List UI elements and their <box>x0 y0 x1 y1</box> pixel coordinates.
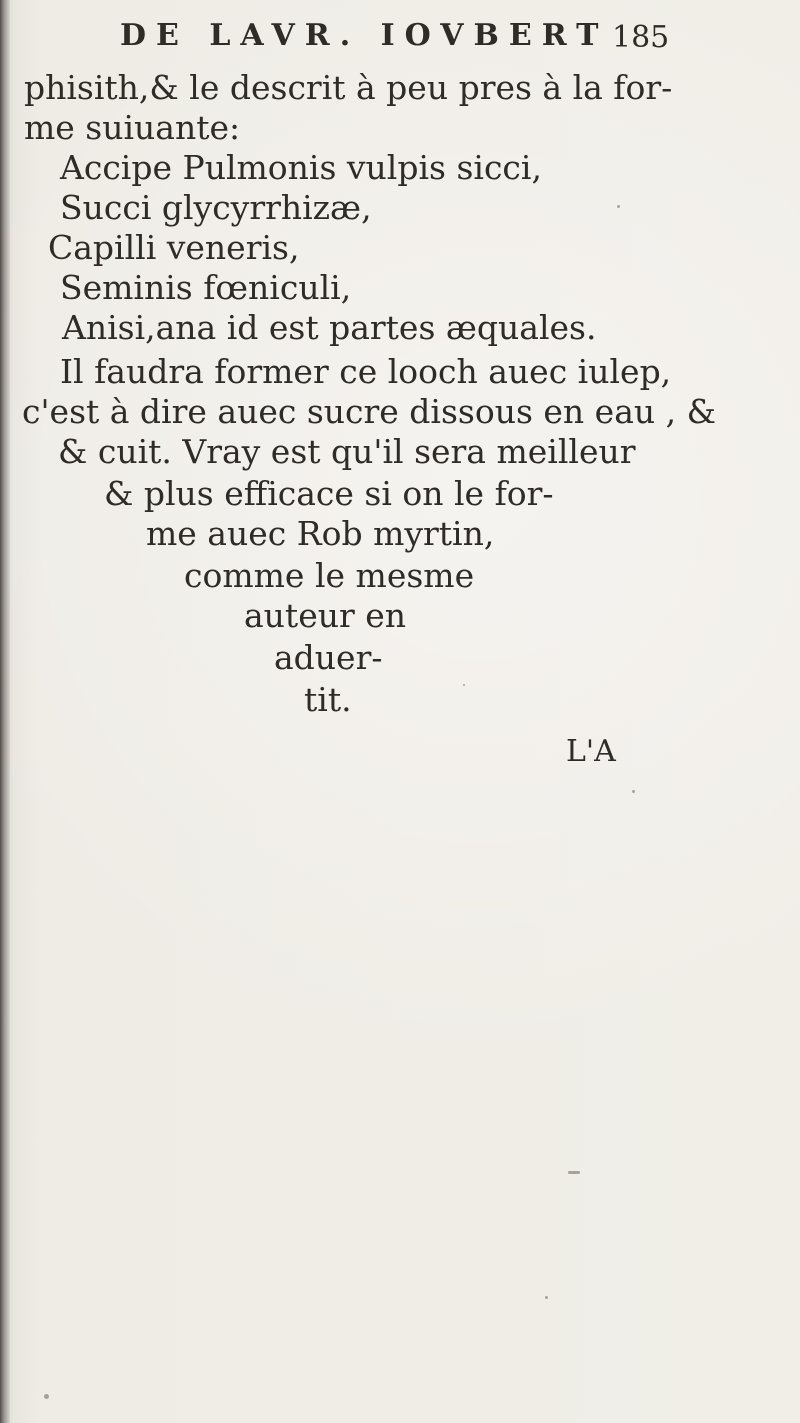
paper-speck <box>617 205 620 208</box>
text-line-13: comme le mesme <box>184 556 475 595</box>
catchword: L'A <box>566 734 616 769</box>
page-number: 185 <box>612 20 670 55</box>
text-line-15: aduer- <box>274 638 383 677</box>
text-line-12: me auec Rob myrtin, <box>146 514 495 553</box>
running-header: DE LAVR. IOVBERT <box>120 18 609 53</box>
text-line-14: auteur en <box>244 596 407 635</box>
text-line-1: phisith,& le descrit à peu pres à la for- <box>24 68 673 107</box>
text-line-16: tit. <box>304 680 352 719</box>
paper-speck <box>632 790 635 793</box>
paper-speck <box>568 1171 580 1174</box>
text-line-7: Anisi,ana id est partes æquales. <box>62 308 597 347</box>
paper-speck <box>545 1296 548 1299</box>
text-line-2: me suiuante: <box>24 108 241 147</box>
text-line-6: Seminis fœniculi, <box>60 268 352 307</box>
paper-speck <box>463 684 465 686</box>
page-gutter-shadow <box>0 0 10 1423</box>
text-line-10: & cuit. Vray est qu'il sera meilleur <box>58 432 636 471</box>
text-line-3: Accipe Pulmonis vulpis sicci, <box>60 148 542 187</box>
text-line-9: c'est à dire auec sucre dissous en eau , & <box>22 392 716 431</box>
paper-speck <box>44 1394 49 1399</box>
text-line-4: Succi glycyrrhizæ, <box>60 188 372 227</box>
text-line-11: & plus efficace si on le for- <box>104 474 554 513</box>
text-line-5: Capilli veneris, <box>48 228 300 267</box>
text-line-8: Il faudra former ce looch auec iulep, <box>60 352 672 391</box>
